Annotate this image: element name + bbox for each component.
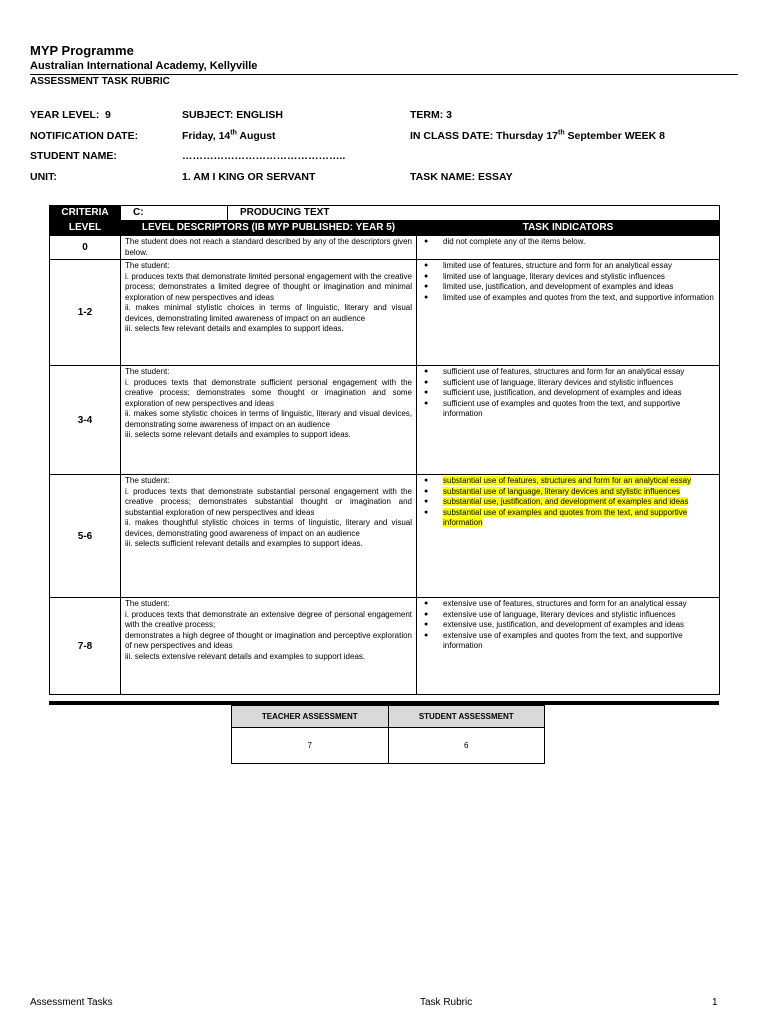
student-name-field[interactable]: ……………………………………….. — [182, 150, 346, 162]
indicator-cell — [417, 236, 720, 260]
teacher-assessment-value: 7 — [232, 728, 389, 764]
indicator-header: TASK INDICATORS — [417, 221, 720, 236]
indicator-text: extensive use, justification, and development of examples and ideas — [443, 620, 685, 630]
descriptor-line: iii. selects some relevant details and examples to support ideas. — [125, 430, 351, 440]
indicator-text: sufficient use, justification, and development of examples and ideas — [443, 388, 682, 398]
indicator-item — [421, 620, 715, 631]
indicator-item — [421, 293, 715, 304]
indicator-cell — [417, 475, 720, 598]
indicator-cell — [417, 260, 720, 366]
indicator-item — [421, 237, 715, 248]
teacher-assessment-label: TEACHER ASSESSMENT — [232, 706, 389, 728]
term-field: TERM: 3 — [410, 109, 452, 121]
level-cell: 7-8 — [50, 598, 121, 695]
indicator-item — [421, 282, 715, 293]
descriptor-cell — [121, 366, 417, 475]
indicator-text: sufficient use of features, structures and form for an analytical essay — [443, 367, 685, 377]
descriptor-line: The student: — [125, 599, 170, 609]
student-assessment-label: STUDENT ASSESSMENT — [388, 706, 545, 728]
level-cell: 1-2 — [50, 260, 121, 366]
descriptor-cell — [121, 598, 417, 695]
indicator-item — [421, 388, 715, 399]
level-cell: 0 — [50, 236, 121, 260]
descriptor-line: iii. selects extensive relevant details and examples to support ideas. — [125, 651, 366, 661]
indicator-item — [421, 261, 715, 272]
rubric-row — [50, 366, 720, 475]
rubric-row — [50, 260, 720, 366]
indicator-text: did not complete any of the items below. — [443, 237, 586, 246]
indicator-list — [421, 261, 715, 303]
level-cell: 3-4 — [50, 366, 121, 475]
descriptor-line: ii. makes minimal stylistic choices in terms of linguistic, literary and visual devices, demonstrating limited awareness of impact on an audience — [125, 303, 412, 323]
descriptor-line: i. produces texts that demonstrate limited personal engagement with the creative process; demonstrates a limited degree of thought or imagination and minimal exploration of new perspectives and ideas — [125, 271, 412, 302]
criteria-name: PRODUCING TEXT — [228, 206, 720, 221]
descriptor-line: i. produces texts that demonstrate sufficient personal engagement with the creative process; demonstrates some thought or imagination and some exploration of new perspectives and ideas — [125, 377, 412, 408]
indicator-text: sufficient use of language, literary devices and stylistic influences — [443, 377, 674, 387]
assessment-table — [231, 705, 545, 764]
year-level-value: 9 — [105, 109, 111, 121]
task-name-field: TASK NAME: ESSAY — [410, 171, 513, 183]
indicator-text: limited use of language, literary devices and stylistic influences — [443, 271, 665, 281]
indicator-cell — [417, 366, 720, 475]
indicator-item — [421, 399, 715, 420]
page-number: 1 — [712, 997, 718, 1008]
descriptor-line: The student does not reach a standard described by any of the descriptors given below. — [125, 237, 412, 257]
indicator-item — [421, 497, 715, 508]
programme-title: MYP Programme — [30, 43, 134, 58]
header-divider — [30, 74, 738, 75]
indicator-text: substantial use of features, structures and form for an analytical essay — [443, 476, 692, 486]
descriptor-cell — [121, 260, 417, 366]
school-name: Australian International Academy, Kellyville — [30, 60, 258, 72]
indicator-list — [421, 237, 715, 248]
descriptor-line: ii. makes thoughtful stylistic choices in terms of linguistic, literary and visual devices, demonstrating good awareness of impact on an audience — [125, 518, 412, 538]
student-assessment-value: 6 — [388, 728, 545, 764]
notification-date-value: Friday, 14th August — [182, 129, 276, 142]
descriptor-line: The student: — [125, 261, 170, 271]
indicator-cell — [417, 598, 720, 695]
indicator-list — [421, 599, 715, 652]
student-name-label: STUDENT NAME: — [30, 150, 117, 162]
indicator-list — [421, 476, 715, 529]
indicator-item — [421, 476, 715, 487]
rubric-row — [50, 475, 720, 598]
indicator-item — [421, 631, 715, 652]
indicator-item — [421, 610, 715, 621]
unit-label: UNIT: — [30, 171, 57, 183]
descriptor-line: i. produces texts that demonstrate substantial personal engagement with the creative process; demonstrates substantial thought or imagination and substantial exploration of new perspectives and ideas — [125, 486, 412, 517]
unit-value: 1. AM I KING OR SERVANT — [182, 171, 316, 183]
descriptor-cell — [121, 236, 417, 260]
indicator-text: limited use of examples and quotes from the text, and supportive information — [443, 292, 714, 302]
indicator-text: substantial use of language, literary devices and stylistic influences — [443, 486, 681, 496]
indicator-text: extensive use of language, literary devices and stylistic influences — [443, 609, 676, 619]
footer-center: Task Rubric — [420, 997, 473, 1008]
rubric-row — [50, 598, 720, 695]
descriptor-cell — [121, 475, 417, 598]
year-level-label: YEAR LEVEL: — [30, 109, 100, 121]
rubric-header-row — [50, 221, 720, 236]
indicator-text: limited use, justification, and development of examples and ideas — [443, 282, 674, 292]
in-class-date: IN CLASS DATE: Thursday 17th September WEEK 8 — [410, 129, 665, 142]
indicator-text: substantial use of examples and quotes from the text, and supportive information — [443, 507, 688, 528]
criteria-row — [50, 206, 720, 221]
rubric-row — [50, 236, 720, 260]
level-cell: 5-6 — [50, 475, 121, 598]
criteria-letter: C: — [121, 206, 228, 221]
descriptor-header: LEVEL DESCRIPTORS (IB MYP PUBLISHED: YEAR 5) — [121, 221, 417, 236]
document-title: ASSESSMENT TASK RUBRIC — [30, 76, 170, 87]
indicator-item — [421, 487, 715, 498]
indicator-text: extensive use of features, structures and form for an analytical essay — [443, 599, 687, 609]
descriptor-line: The student: — [125, 476, 170, 486]
indicator-text: sufficient use of examples and quotes from the text, and supportive information — [443, 398, 681, 419]
descriptor-line: i. produces texts that demonstrate an extensive degree of personal engagement with the creative process; — [125, 609, 412, 630]
rubric-table — [49, 205, 720, 695]
indicator-text: limited use of features, structure and form for an analytical essay — [443, 261, 672, 271]
indicator-item — [421, 599, 715, 610]
level-header: LEVEL — [50, 221, 121, 236]
indicator-item — [421, 378, 715, 389]
descriptor-line: ii. makes some stylistic choices in terms of linguistic, literary and visual devices, demonstrating some awareness of impact on an audience — [125, 409, 412, 429]
criteria-label: CRITERIA — [50, 206, 121, 221]
descriptor-line: The student: — [125, 367, 170, 377]
indicator-list — [421, 367, 715, 420]
descriptor-line: demonstrates a high degree of thought or imagination and perceptive exploration of new perspectives and ideas — [125, 630, 412, 651]
indicator-text: extensive use of examples and quotes from the text, and supportive information — [443, 630, 683, 651]
footer-left: Assessment Tasks — [30, 997, 113, 1008]
indicator-item — [421, 367, 715, 378]
indicator-item — [421, 508, 715, 529]
indicator-text: substantial use, justification, and development of examples and ideas — [443, 497, 689, 507]
descriptor-line: iii. selects sufficient relevant details and examples to support ideas. — [125, 539, 363, 549]
subject-field: SUBJECT: ENGLISH — [182, 109, 283, 121]
indicator-item — [421, 272, 715, 283]
descriptor-line: iii. selects few relevant details and examples to support ideas. — [125, 324, 344, 334]
notification-date-label: NOTIFICATION DATE: — [30, 130, 139, 142]
